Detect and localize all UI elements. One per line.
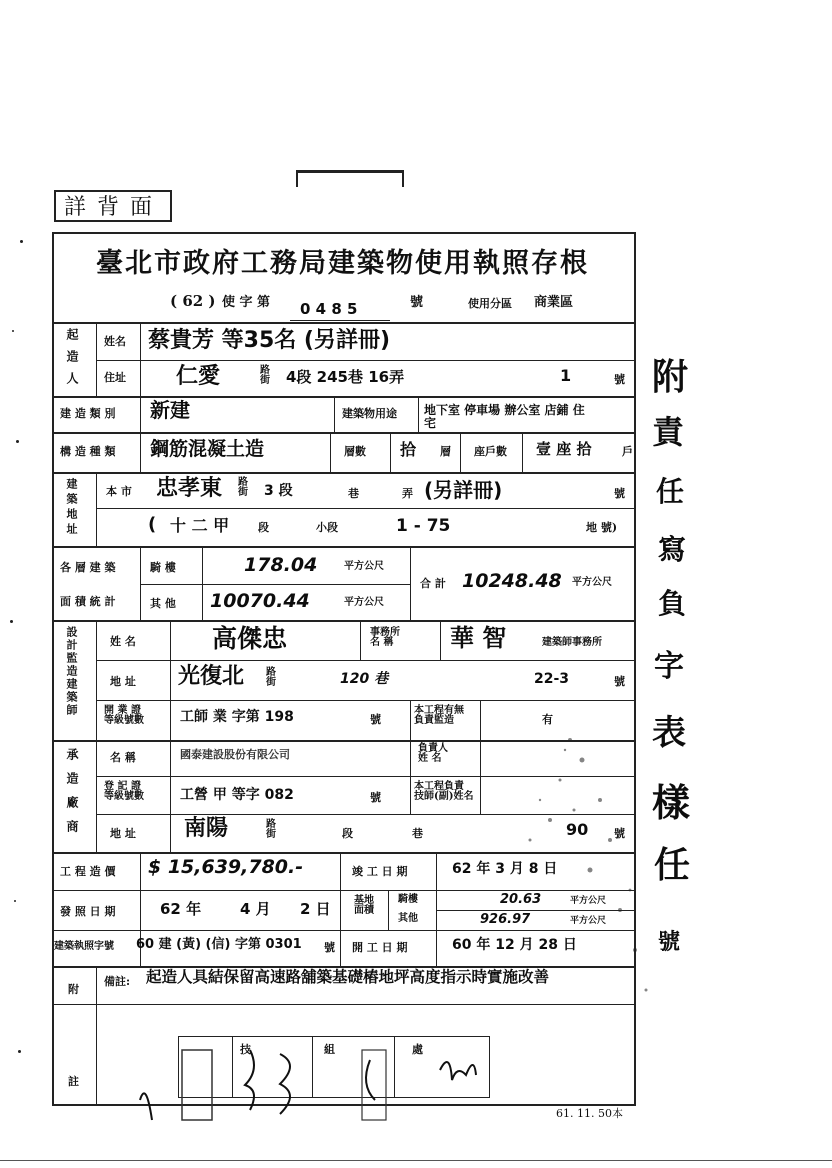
site-road-unit: 路 街 [238,477,248,498]
total-value: 10248.48 [462,570,562,592]
sign-col-office: 處 [412,1043,423,1056]
contractor-reg-hao: 號 [370,791,381,804]
side-char: 寫 [658,533,687,566]
side-char: 任 [656,475,685,508]
contractor-name-label: 名 稱 [110,751,136,764]
issue-day: 2 日 [300,900,331,918]
remarks-label-2: 註 [68,1075,79,1088]
remarks-label-1: 附 [68,983,79,996]
applicant-addr-label: 住址 [104,371,126,384]
units-label: 座戶數 [474,445,507,458]
side-char: 負 [658,587,687,620]
sign-col-group: 組 [324,1043,335,1056]
designer-name-value: 高傑忠 [212,624,288,653]
floor-unit: 層 [440,445,451,458]
site-alley: 弄 [402,487,413,500]
side-char: 樣 [652,781,691,825]
applicant-road-unit: 路 街 [260,365,270,386]
floors-label: 層數 [344,445,366,458]
site-line2-open: ( [148,514,157,535]
site-road: 忠孝東 [156,476,223,501]
contractor-hao: 號 [614,827,625,840]
contractor-lane: 巷 [412,827,423,840]
build-type-label: 建 造 類 別 [60,407,116,420]
contractor-duan: 段 [342,827,353,840]
applicant-addr-num: 1 [560,366,572,385]
top-bracket [296,170,404,187]
floors-value: 拾 [400,440,417,459]
cost-label: 工 程 造 價 [60,865,116,878]
designer-lic-hao: 號 [370,713,381,726]
other-value: 10070.44 [210,590,310,612]
arcade-label: 騎 樓 [150,561,176,574]
base-other-value: 926.97 [480,912,531,927]
site-lane: 巷 [348,487,359,500]
completion-value: 62 年 3 月 8 日 [452,861,558,877]
site-hao: 號 [614,487,625,500]
designer-hao: 號 [614,675,625,688]
cost-value: $ 15,639,780.- [148,856,304,878]
struct-label: 構 造 種 類 [60,445,116,458]
remarks-note-value: 起造人具結保留高速路舖築基礎樁地坪高度指示時實施改善 [146,968,550,986]
base-other-unit: 平方公尺 [570,916,607,926]
designer-lane: 120 巷 [340,671,389,687]
side-char: 責 [652,413,685,451]
applicant-group-label: 起造人 [65,328,79,394]
permit-word: 使 字 第 [222,295,271,310]
side-char: 字 [654,649,684,684]
back-side-stamp-text: 詳 背 面 [64,195,154,220]
site-group-label: 建築地址 [65,478,78,538]
start-label: 開 工 日 期 [352,941,408,954]
arcade-value: 178.04 [244,554,318,576]
struct-value: 鋼筋混凝土造 [150,438,265,460]
issue-year: 62 年 [160,900,202,918]
designer-office-label: 事務所 名 稱 [370,627,400,648]
issue-label: 發 照 日 期 [60,905,116,918]
permit-number: 0 4 8 5 [300,300,358,318]
designer-road-unit: 路 街 [266,667,276,688]
zone-value: 商業區 [534,295,574,310]
side-char: 號 [658,930,681,955]
base-arcade-unit: 平方公尺 [570,896,607,906]
total-label: 合 計 [420,577,446,590]
applicant-hao: 號 [614,373,625,386]
side-char: 任 [654,845,691,886]
site-city: 本 市 [106,485,132,498]
site-note: (另詳冊) [424,478,503,502]
area-label-1: 各 層 建 築 [60,561,116,574]
site-subsec: 小段 [316,521,338,534]
signatures [130,1040,490,1130]
contractor-group-label: 承造廠商 [65,748,79,844]
sign-col-tech: 技 [240,1043,251,1056]
designer-name-label: 姓 名 [110,635,136,648]
applicant-name-label: 姓名 [104,335,126,348]
designer-alley: 22-3 [534,671,570,687]
permit-no-label: 建築執照字號 [54,941,114,952]
designer-office-suffix: 建築師事務所 [542,637,602,648]
remarks-note-label: 備註: [104,975,131,988]
start-value: 60 年 12 月 28 日 [452,937,577,953]
site-section: 3 段 [264,483,293,499]
designer-group-label: 設計監造建築師 [65,626,78,717]
designer-addr-label: 地 址 [110,675,136,688]
applicant-addr-value: 仁愛 [176,364,221,389]
permit-no-value: 60 建 (黃) (信) 字第 0301 [136,937,302,952]
build-use-value: 地下室 停車場 辦公室 店鋪 住宅 [424,403,585,430]
contractor-addr-label: 地 址 [110,827,136,840]
footer-code: 61. 11. 50本 [556,1107,623,1120]
form-title: 臺北市政府工務局建築物使用執照存根 [96,248,589,279]
contractor-reg-label: 登 記 證 等級號數 [104,781,144,802]
contractor-tech-label: 本工程負責 技師(副)姓名 [414,781,474,802]
contractor-addr-value: 南陽 [184,816,229,841]
contractor-name-value: 國泰建設股份有限公司 [180,748,290,761]
permit-year: ( 62 ) [170,292,216,310]
issue-month: 4 月 [240,900,271,918]
build-use-label: 建築物用途 [342,407,397,420]
zone-label: 使用分區 [468,297,512,310]
contractor-num: 90 [566,820,589,839]
side-char: 表 [652,713,686,753]
base-arcade-value: 20.63 [500,892,542,907]
contractor-reg-value: 工營 甲 等字 082 [180,787,294,803]
site-lot: 1 - 75 [396,516,451,536]
other-unit: 平方公尺 [344,597,384,608]
permit-no-hao: 號 [324,941,335,954]
total-unit: 平方公尺 [572,577,612,588]
permit-suffix: 號 [410,295,424,310]
scan-smudge [470,690,670,1010]
side-char: 附 [652,357,689,398]
site-lot-label: 地 號) [586,521,618,534]
designer-license-value: 工師 業 字第 198 [180,709,294,725]
area-label-2: 面 積 統 計 [60,595,116,608]
build-type-value: 新建 [150,398,190,422]
back-side-stamp [54,190,172,222]
base-label: 基地 面積 [354,895,374,916]
units-unit: 戶 [622,445,633,458]
site-duan: 段 [258,521,269,534]
contractor-road-unit: 路 街 [266,819,276,840]
other-label: 其 他 [150,597,176,610]
completion-label: 竣 工 日 期 [352,865,408,878]
supervise-value: 有 [542,713,553,726]
applicant-addr-rest: 4段 245巷 16弄 [286,368,405,386]
designer-addr-value: 光復北 [178,664,245,689]
base-arcade-label: 騎樓 [398,894,418,905]
supervise-label: 本工程有無 負責監造 [414,705,464,726]
designer-license-label: 開 業 證 等級號數 [104,705,144,726]
site-small-section: 十 二 甲 [170,516,230,535]
applicant-name-value: 蔡貴芳 等35名 (另詳冊) [148,328,391,353]
arcade-unit: 平方公尺 [344,561,384,572]
designer-office-value: 華 智 [450,624,507,652]
contractor-rep-label: 負責人 姓 名 [418,743,448,764]
units-value: 壹 座 拾 [536,440,592,458]
base-other-label: 其他 [398,913,418,924]
